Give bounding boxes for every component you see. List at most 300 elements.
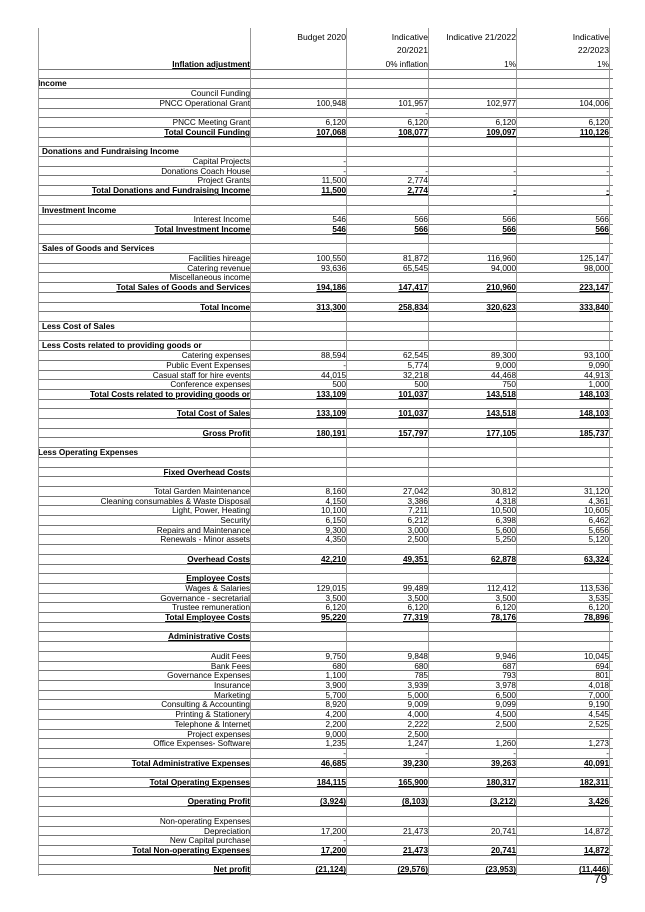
row-label: Project expenses [187, 729, 250, 739]
row-value: 148,103 [579, 389, 609, 399]
row-value: 9,946 [495, 651, 516, 661]
row-value: 2,774 [407, 186, 428, 196]
table-row [38, 720, 613, 730]
row-value: 680 [414, 661, 428, 671]
spacer-row [38, 138, 613, 148]
spacer-row [38, 477, 613, 487]
table-row [38, 681, 613, 691]
row-value: 313,300 [316, 302, 346, 312]
row-value: 14,872 [583, 845, 609, 855]
row-value: 7,000 [588, 690, 609, 700]
table-row [38, 264, 613, 274]
row-value: 63,324 [583, 554, 609, 564]
row-value: 4,318 [495, 496, 516, 506]
row-label: Donations and Fundraising Income [42, 147, 179, 157]
row-value: 9,090 [588, 360, 609, 370]
row-value: 21,473 [402, 845, 428, 855]
spacer-row [38, 545, 613, 555]
spacer-row [38, 312, 613, 322]
row-label: Bank Fees [210, 661, 250, 671]
row-value: - [513, 166, 516, 176]
table-row [38, 632, 613, 642]
row-label: New Capital purchase [169, 836, 250, 846]
table-row [38, 506, 613, 516]
row-value: 5,600 [495, 525, 516, 535]
row-value: 78,176 [490, 613, 516, 623]
budget-rows [38, 60, 613, 875]
row-label: Less Cost of Sales [42, 321, 115, 331]
row-value: 30,812 [490, 486, 516, 496]
spacer-row [38, 438, 613, 448]
spacer-row [38, 749, 613, 759]
row-value: 3,426 [588, 797, 609, 807]
row-label: Less Costs related to providing goods or [42, 341, 202, 351]
row-value: 8,920 [325, 700, 346, 710]
row-value: 3,386 [407, 496, 428, 506]
total-row [38, 555, 613, 565]
row-label: Total Income [200, 302, 250, 312]
row-value: 6,120 [588, 603, 609, 613]
row-value: 6,212 [407, 516, 428, 526]
table-row [38, 244, 613, 254]
row-value: 6,120 [325, 118, 346, 128]
table-row [38, 739, 613, 749]
row-value: 694 [595, 661, 609, 671]
row-label: Total Non-operating Expenses [132, 845, 250, 855]
row-label: Inflation adjustment [172, 60, 250, 69]
row-value: 99,489 [402, 583, 428, 593]
row-value: 107,068 [316, 127, 346, 137]
table-row [38, 273, 613, 283]
row-value: 93,636 [320, 263, 346, 273]
row-value: 89,300 [490, 351, 516, 361]
header-indicative-2022: Indicative 21/2022 [446, 32, 516, 42]
row-label: Fixed Overhead Costs [163, 467, 250, 477]
table-row [38, 671, 613, 681]
row-value: 17,200 [320, 826, 346, 836]
row-value: 2,200 [325, 719, 346, 729]
row-value: 180,317 [486, 778, 516, 788]
row-value: 1,247 [407, 739, 428, 749]
row-value: 125,147 [579, 254, 609, 264]
row-value: 9,000 [325, 729, 346, 739]
column-header-row [38, 28, 613, 60]
table-row [38, 700, 613, 710]
row-value: - [343, 836, 346, 846]
row-value: 3,500 [495, 593, 516, 603]
total-row [38, 797, 613, 807]
table-row [38, 380, 613, 390]
row-label: Employee Costs [186, 574, 250, 584]
row-value: 2,500 [407, 729, 428, 739]
row-value: 3,000 [407, 525, 428, 535]
row-label: Trustee remuneration [172, 603, 250, 613]
row-label: Capital Projects [192, 157, 250, 167]
row-value: 78,896 [583, 613, 609, 623]
row-label: Renewals - Minor assets [160, 535, 250, 545]
spacer-row [38, 768, 613, 778]
total-row [38, 865, 613, 875]
table-row [38, 167, 613, 177]
row-value: (23,953) [485, 865, 516, 875]
row-value: 3,978 [495, 681, 516, 690]
row-value: 6,150 [325, 516, 346, 526]
row-value: 184,115 [316, 778, 346, 788]
spacer-row [38, 565, 613, 575]
row-value: 44,015 [320, 370, 346, 380]
row-value: 157,797 [398, 428, 428, 438]
header-budget-2020: Budget 2020 [297, 32, 346, 42]
row-value: 9,009 [407, 700, 428, 710]
row-value: 546 [332, 215, 346, 225]
row-value: 93,100 [583, 351, 609, 361]
row-label: Total Sales of Goods and Services [116, 283, 250, 293]
row-value: 88,594 [320, 351, 346, 361]
row-value: 95,220 [320, 613, 346, 623]
row-value: 42,210 [320, 554, 346, 564]
row-value: 566 [502, 224, 516, 234]
row-label: Total Employee Costs [165, 613, 250, 623]
grid-line [516, 28, 517, 876]
total-row [38, 846, 613, 856]
row-label: Depreciation [204, 826, 250, 836]
row-value: 5,656 [588, 525, 609, 535]
budget-sheet [38, 28, 613, 875]
row-value: 27,042 [402, 486, 428, 496]
row-value: 1% [597, 60, 609, 69]
row-label: PNCC Operational Grant [159, 98, 250, 108]
row-value: 8,160 [325, 486, 346, 496]
row-value: (3,924) [320, 797, 346, 807]
row-value: 566 [414, 224, 428, 234]
row-value: 223,147 [579, 283, 609, 293]
spacer-row [38, 235, 613, 245]
row-label: Office Expenses- Software [153, 739, 250, 749]
row-value: 6,120 [495, 118, 516, 128]
total-row [38, 429, 613, 439]
row-value: 5,250 [495, 535, 516, 545]
row-value: 62,545 [402, 351, 428, 361]
table-row [38, 60, 613, 70]
grid-line [250, 28, 251, 876]
table-row [38, 341, 613, 351]
table-row [38, 322, 613, 332]
row-label: Total Cost of Sales [176, 409, 250, 419]
row-value: 112,412 [487, 583, 516, 593]
row-value: (8,103) [402, 797, 428, 807]
row-value: 2,500 [407, 535, 428, 545]
row-value: 333,840 [579, 302, 609, 312]
row-value: 21,473 [402, 826, 428, 836]
table-row [38, 157, 613, 167]
row-value: 20,741 [490, 845, 516, 855]
row-value: 1,000 [588, 380, 609, 390]
spacer-row [38, 856, 613, 866]
row-value: 1,235 [325, 739, 346, 749]
row-value: 5,700 [325, 690, 346, 700]
row-value: 100,948 [316, 98, 346, 108]
row-value: 65,545 [402, 263, 428, 273]
row-label: Council Funding [190, 89, 250, 99]
row-value: 180,191 [316, 428, 346, 438]
row-label: Insurance [214, 681, 250, 690]
row-label: Light, Power, Heating [172, 506, 250, 516]
row-label: Total Investment Income [154, 224, 250, 234]
row-value: 1% [504, 60, 516, 69]
row-value: 148,103 [579, 409, 609, 419]
row-label: Total Administrative Expenses [131, 758, 250, 768]
row-label: Project Grants [197, 176, 250, 186]
row-label: Total Operating Expenses [149, 778, 250, 788]
header-indicative-2021: Indicative 20/2021 [391, 32, 428, 55]
table-row [38, 827, 613, 837]
row-value: 3,500 [325, 593, 346, 603]
total-row [38, 390, 613, 400]
row-value: 147,417 [398, 283, 428, 293]
row-value: 4,361 [588, 496, 609, 506]
row-value: - [425, 108, 428, 118]
row-value: 5,000 [407, 690, 428, 700]
row-label: Total Donations and Fundraising Income [91, 186, 250, 196]
row-value: 6,500 [495, 690, 516, 700]
row-value: - [425, 166, 428, 176]
row-label: Sales of Goods and Services [42, 244, 155, 254]
table-row [38, 468, 613, 478]
row-value: 109,097 [486, 127, 516, 137]
total-row [38, 409, 613, 419]
table-row [38, 371, 613, 381]
row-value: 102,977 [486, 98, 516, 108]
row-value: 9,300 [325, 525, 346, 535]
row-value: 566 [502, 215, 516, 225]
row-value: 11,500 [321, 186, 346, 196]
row-value: 7,211 [408, 506, 428, 516]
row-value: - [343, 748, 346, 758]
table-row [38, 526, 613, 536]
row-label: Audit Fees [210, 651, 250, 661]
row-value: 81,872 [402, 254, 428, 264]
row-value: 566 [595, 224, 609, 234]
spacer-row [38, 458, 613, 468]
row-label: Total Garden Maintenance [153, 486, 250, 496]
table-row [38, 487, 613, 497]
table-row [38, 118, 613, 128]
row-value: 750 [502, 380, 516, 390]
row-value: 11,500 [321, 176, 346, 186]
row-label: Administrative Costs [168, 632, 250, 642]
spacer-row [38, 623, 613, 633]
row-value: 320,623 [486, 302, 516, 312]
row-value: 133,109 [316, 409, 346, 419]
row-value: - [343, 166, 346, 176]
row-label: Catering expenses [181, 351, 250, 361]
row-value: 4,150 [325, 496, 346, 506]
spacer-row [38, 293, 613, 303]
row-value: 185,737 [579, 428, 609, 438]
row-value: 6,462 [588, 516, 609, 526]
table-row [38, 99, 613, 109]
row-label: Facilities hireage [188, 254, 250, 264]
row-value: 500 [332, 380, 346, 390]
row-value: 6,398 [495, 516, 516, 526]
table-row [38, 497, 613, 507]
row-value: 20,741 [490, 826, 516, 836]
row-value: 4,500 [495, 710, 516, 720]
total-row [38, 283, 613, 293]
table-row [38, 574, 613, 584]
row-value: 5,774 [407, 360, 428, 370]
row-value: (11,446) [578, 865, 609, 875]
row-value: 2,500 [495, 719, 516, 729]
row-value: 116,960 [487, 254, 516, 264]
row-label: Conference expenses [170, 380, 250, 390]
row-value: 4,018 [588, 681, 609, 690]
table-row [38, 652, 613, 662]
table-row [38, 691, 613, 701]
row-label: Marketing [214, 690, 250, 700]
row-value: - [513, 186, 516, 196]
row-value: 500 [414, 380, 428, 390]
row-value: 801 [595, 671, 609, 681]
row-value: 566 [414, 215, 428, 225]
row-value: - [606, 186, 609, 196]
spacer-row [38, 419, 613, 429]
row-value: 546 [332, 224, 346, 234]
row-label: Governance Expenses [167, 671, 250, 681]
row-value: 3,500 [407, 593, 428, 603]
table-row [38, 215, 613, 225]
table-row [38, 361, 613, 371]
row-value: 101,037 [398, 409, 428, 419]
row-value: 6,120 [407, 603, 428, 613]
row-value: 6,120 [495, 603, 516, 613]
row-value: 9,099 [495, 700, 516, 710]
row-label: Total Council Funding [164, 127, 250, 137]
row-value: 785 [414, 671, 428, 681]
spacer-row [38, 332, 613, 342]
row-value: 6,120 [588, 118, 609, 128]
row-value: 4,350 [325, 535, 346, 545]
row-value: - [513, 748, 516, 758]
row-value: (29,576) [397, 865, 428, 875]
row-label: Investment Income [42, 205, 117, 215]
row-value: - [343, 360, 346, 370]
grid-line [38, 28, 39, 876]
row-value: 49,351 [402, 554, 428, 564]
row-value: 6,120 [325, 603, 346, 613]
row-value: 129,015 [316, 583, 346, 593]
row-value: 4,200 [325, 710, 346, 720]
row-value: 46,685 [320, 758, 346, 768]
row-value: 4,545 [588, 710, 609, 720]
row-value: 14,872 [583, 826, 609, 836]
row-value: 44,913 [583, 370, 609, 380]
row-value: 3,900 [325, 681, 346, 690]
row-value: 194,186 [316, 283, 346, 293]
row-value: 5,120 [588, 535, 609, 545]
row-label: Cleaning consumables & Waste Disposal [100, 496, 250, 506]
row-label: Total Costs related to providing goods or [90, 389, 250, 399]
total-row [38, 613, 613, 623]
row-value: 98,000 [583, 263, 609, 273]
row-value: 40,091 [583, 758, 609, 768]
row-value: 77,319 [402, 613, 428, 623]
page-number: 79 [594, 872, 608, 886]
table-row [38, 584, 613, 594]
row-value: 6,120 [407, 118, 428, 128]
table-row [38, 535, 613, 545]
row-value: 0% inflation [385, 60, 428, 69]
spacer-row [38, 807, 613, 817]
table-row [38, 176, 613, 186]
row-value: 9,000 [495, 360, 516, 370]
row-value: 10,045 [583, 651, 609, 661]
table-row [38, 603, 613, 613]
table-row [38, 351, 613, 361]
row-value: 9,190 [588, 700, 609, 710]
table-row [38, 147, 613, 157]
row-value: 94,000 [490, 263, 516, 273]
row-value: 2,525 [588, 719, 609, 729]
row-label: Printing & Stationery [175, 710, 250, 720]
row-value: 1,100 [325, 671, 346, 681]
table-row [38, 206, 613, 216]
row-value: 10,500 [490, 506, 516, 516]
row-value: (21,124) [315, 865, 346, 875]
row-value: 1,273 [588, 739, 609, 749]
row-value: 258,834 [398, 302, 428, 312]
row-value: - [606, 166, 609, 176]
row-value: 108,077 [398, 127, 428, 137]
row-value: 182,311 [579, 778, 609, 788]
row-value: 3,535 [588, 593, 609, 603]
row-value: 39,263 [490, 758, 516, 768]
row-value: 3,939 [407, 681, 428, 690]
row-value: - [425, 748, 428, 758]
row-value: 10,605 [583, 506, 609, 516]
row-value: 39,230 [402, 758, 428, 768]
spacer-row [38, 400, 613, 410]
total-row [38, 186, 613, 196]
table-row [38, 79, 613, 89]
row-label: Telephone & Internet [174, 719, 250, 729]
spacer-row [38, 642, 613, 652]
row-value: 10,100 [320, 506, 346, 516]
row-value: 566 [595, 215, 609, 225]
table-row [38, 516, 613, 526]
row-label: Casual staff for hire events [152, 370, 250, 380]
row-value: 687 [502, 661, 516, 671]
row-label: Interest Income [193, 215, 250, 225]
row-value: 101,957 [398, 98, 428, 108]
row-value: 143,518 [486, 389, 516, 399]
row-value: 1,260 [495, 739, 516, 749]
row-value: 680 [332, 661, 346, 671]
row-label: Security [220, 516, 250, 526]
total-row [38, 778, 613, 788]
row-label: Miscellaneous income [169, 273, 250, 283]
total-row [38, 759, 613, 769]
row-value: 110,126 [579, 127, 609, 137]
spacer-row [38, 196, 613, 206]
row-value: 133,109 [316, 389, 346, 399]
row-value: 62,878 [490, 554, 516, 564]
row-value: 2,222 [407, 719, 428, 729]
row-value: 113,536 [580, 583, 609, 593]
table-row [38, 594, 613, 604]
table-row [38, 817, 613, 827]
row-value: (3,212) [490, 797, 516, 807]
